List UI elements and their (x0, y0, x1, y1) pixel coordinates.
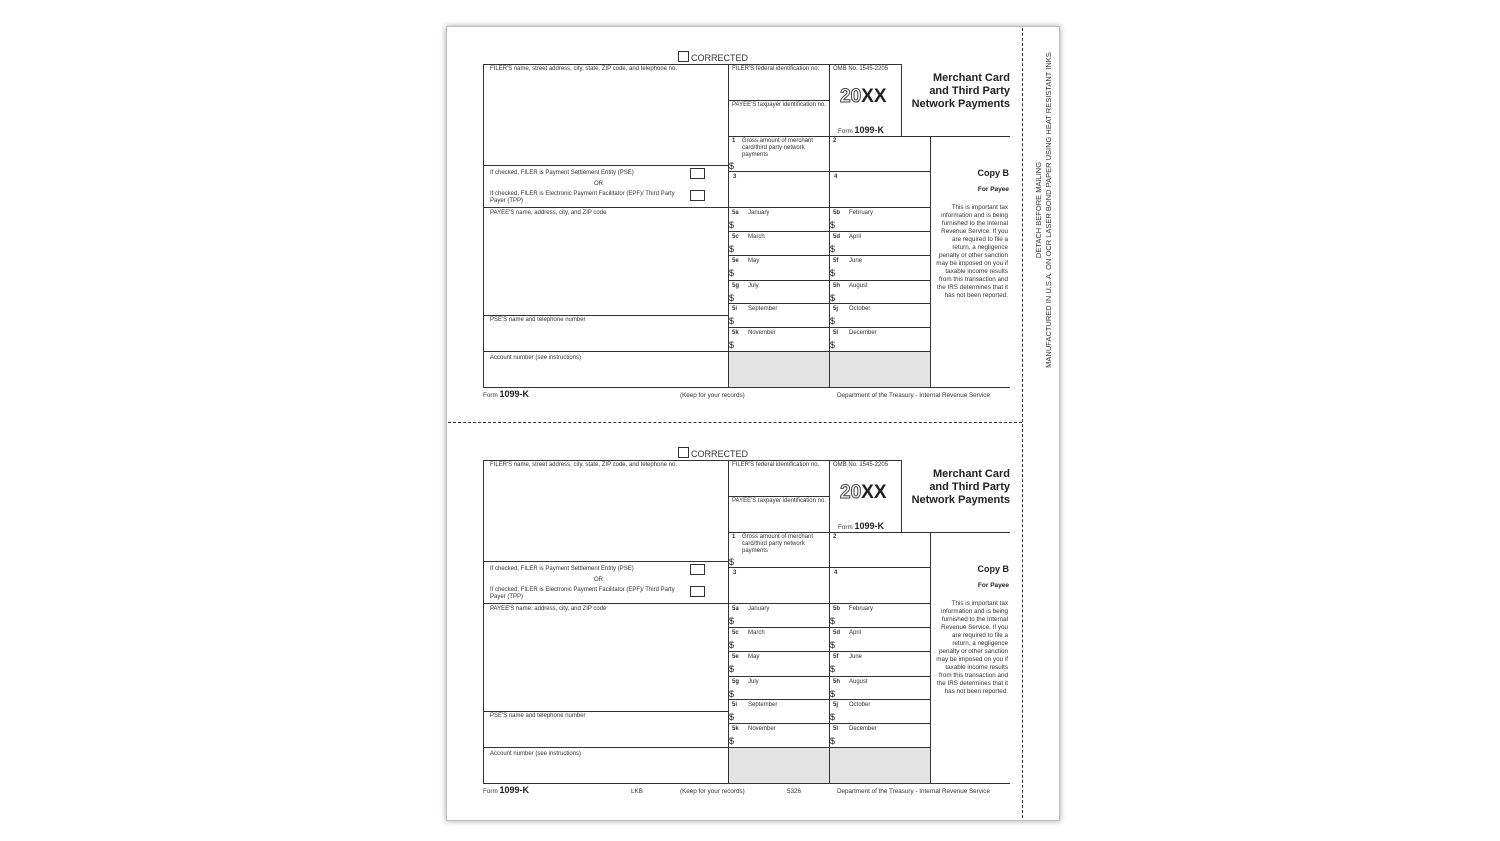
month-num: 5c (732, 630, 739, 636)
form-id-footer (483, 785, 529, 795)
month-num: 5i (732, 702, 738, 708)
month-num: 5g (732, 283, 740, 289)
shaded-cell-right (830, 748, 930, 783)
form-number: 1099-K (854, 521, 884, 531)
notice-text: This is important tax information and is being furnished to the Internal Revenue Service. If you are required to file a return, a negligence penalty or other sanction may be imposed on you if taxable income results from this transaction and the IRS determines that it has not been reported. (936, 600, 1008, 695)
shaded-cell-right (830, 352, 930, 387)
month-dollar: $ (830, 340, 836, 350)
month-name: March (748, 630, 765, 636)
footer-form-word: Form (483, 788, 498, 795)
month-cell-5d[interactable] (830, 232, 930, 255)
form-number: 1099-K (854, 125, 884, 135)
month-cell-5i[interactable] (729, 700, 829, 723)
payee-bottom-line (483, 711, 728, 712)
month-num: 5f (833, 258, 839, 264)
month-cell-5f[interactable] (830, 652, 930, 675)
month-cell-5l[interactable] (830, 328, 930, 351)
frame-bottom-line (483, 783, 1010, 784)
copy-label: Copy B (977, 168, 1009, 178)
month-dollar: $ (830, 220, 836, 230)
title-line-1: Merchant Card (932, 72, 1010, 84)
month-cell-5e[interactable] (729, 652, 829, 675)
month-dollar: $ (729, 664, 735, 674)
month-cell-5h[interactable] (830, 281, 930, 304)
title-line-3: Network Payments (911, 98, 1010, 110)
month-num: 5a (732, 210, 739, 216)
month-num: 5e (732, 258, 739, 264)
shaded-cell-left (729, 352, 829, 387)
box12-bottom-line (728, 567, 930, 568)
box4-num: 4 (834, 174, 838, 180)
corrected-box[interactable] (678, 447, 689, 458)
month-name: May (748, 258, 760, 264)
month-name: August (849, 283, 868, 289)
checkbox-section-bottom-line (483, 207, 728, 208)
pse-bottom-line (483, 747, 728, 748)
month-cell-5k[interactable] (729, 724, 829, 747)
month-cell-5l[interactable] (830, 724, 930, 747)
month-name: December (849, 726, 877, 732)
account-label: Account number (see instructions) (490, 355, 582, 361)
month-dollar: $ (830, 316, 836, 326)
month-name: May (748, 654, 760, 660)
form-word: Form (838, 524, 853, 531)
corrected-label: CORRECTED (691, 53, 749, 63)
month-name: July (748, 679, 759, 685)
month-num: 5j (833, 306, 839, 312)
month-name: February (849, 210, 874, 216)
corrected-checkbox[interactable] (678, 51, 748, 63)
title-line-1: Merchant Card (932, 468, 1010, 480)
pse-check-label: If checked, FILER is Payment Settlement Entity (PSE) (490, 170, 634, 176)
month-dollar: $ (729, 689, 735, 699)
payee-bottom-line (483, 315, 728, 316)
month-num: 5l (833, 726, 839, 732)
tin-bottom-line (728, 136, 1010, 137)
epf-checkbox[interactable] (690, 190, 705, 201)
month-num: 5h (833, 283, 841, 289)
copy-label: Copy B (977, 564, 1009, 574)
month-num: 5l (833, 330, 839, 336)
box2-num: 2 (833, 534, 837, 540)
month-name: August (849, 679, 868, 685)
month-num: 5b (833, 606, 841, 612)
box-grid-right-line (930, 136, 931, 387)
month-num: 5e (732, 654, 739, 660)
box1-label: Gross amount of merchant card/third party network payments (742, 138, 814, 158)
for-payee-label: For Payee (977, 186, 1009, 193)
year-light: 20 (840, 482, 862, 503)
month-name: July (748, 283, 759, 289)
notice-text: This is important tax information and is being furnished to the Internal Revenue Service. If you are required to file a return, a negligence penalty or other sanction may be imposed on you if taxable income results from this transaction and the IRS determines that it has not been reported. (936, 204, 1008, 299)
month-dollar: $ (830, 244, 836, 254)
pse-checkbox[interactable] (690, 564, 705, 575)
month-cell-5a[interactable] (729, 604, 829, 627)
omb-label: OMB No. 1545-2205 (833, 462, 889, 468)
month-dollar: $ (830, 616, 836, 626)
detach-text: DETACH BEFORE MAILING (1034, 161, 1043, 259)
month-name: April (849, 630, 862, 636)
box3-num: 3 (733, 570, 737, 576)
dept-label: Department of the Treasury - Internal Revenue Service (837, 788, 990, 795)
epf-check-label: If checked, FILER is Electronic Payment Facilitator (EPF)/ Third Party Payer (TPP) (490, 191, 675, 204)
month-cell-5h[interactable] (830, 677, 930, 700)
month-cell-5b[interactable] (830, 604, 930, 627)
form-id-top (838, 125, 884, 135)
month-cell-5d[interactable] (830, 628, 930, 651)
month-num: 5a (732, 606, 739, 612)
year-light: 20 (840, 86, 862, 107)
month-name: June (849, 654, 863, 660)
pse-checkbox[interactable] (690, 168, 705, 179)
frame-left-line (483, 64, 484, 387)
box1-label: Gross amount of merchant card/third party network payments (742, 534, 814, 554)
month-dollar: $ (729, 293, 735, 303)
month-dollar: $ (830, 689, 836, 699)
month-cell-5k[interactable] (729, 328, 829, 351)
month-name: April (849, 234, 862, 240)
month-dollar: $ (729, 712, 735, 722)
month-cell-5g[interactable] (729, 281, 829, 304)
payee-tin-label: PAYEE'S taxpayer identification no. (732, 102, 826, 108)
form-id-top (838, 521, 884, 531)
keep-label: (Keep for your records) (680, 788, 745, 795)
month-name: February (849, 606, 874, 612)
filer-name-label: FILER'S name, street address, city, state, ZIP code, and telephone no. (490, 66, 678, 72)
corrected-box[interactable] (678, 51, 689, 62)
month-num: 5c (732, 234, 739, 240)
month-cell-5f[interactable] (830, 256, 930, 279)
month-name: October (849, 306, 871, 312)
month-dollar: $ (729, 616, 735, 626)
month-cell-5c[interactable] (729, 232, 829, 255)
or-label: OR (594, 577, 603, 583)
month-cell-5e[interactable] (729, 256, 829, 279)
month-dollar: $ (830, 712, 836, 722)
month-dollar: $ (729, 640, 735, 650)
frame-bottom-line (483, 387, 1010, 388)
keep-label: (Keep for your records) (680, 392, 745, 399)
corrected-checkbox[interactable] (678, 447, 748, 459)
box4-num: 4 (834, 570, 838, 576)
month-name: March (748, 234, 765, 240)
epf-checkbox[interactable] (690, 586, 705, 597)
box1-num: 1 (732, 138, 736, 144)
box-grid-right-line (930, 532, 931, 783)
tax-year (840, 482, 887, 504)
box3-num: 3 (733, 174, 737, 180)
month-num: 5d (833, 630, 841, 636)
month-name: September (748, 306, 778, 312)
omb-right-line (901, 460, 902, 532)
footer-form-word: Form (483, 392, 498, 399)
month-dollar: $ (830, 736, 836, 746)
box12-bottom-line (728, 171, 930, 172)
corrected-label: CORRECTED (691, 449, 749, 459)
form-copy-bottom (0, 396, 1500, 796)
month-cell-5b[interactable] (830, 208, 930, 231)
fed-id-bottom-line (728, 100, 829, 101)
box1-dollar: $ (729, 557, 735, 567)
month-dollar: $ (830, 268, 836, 278)
month-num: 5k (732, 330, 739, 336)
footer-form-number: 1099-K (499, 389, 529, 399)
month-name: November (748, 726, 776, 732)
box2-num: 2 (833, 138, 837, 144)
month-num: 5d (833, 234, 841, 240)
fed-id-label: FILER'S federal identification no. (732, 462, 820, 468)
month-name: January (748, 210, 770, 216)
month-cell-5j[interactable] (830, 304, 930, 327)
year-bold: XX (861, 86, 887, 107)
shaded-cell-left (729, 748, 829, 783)
filer-bottom-line (483, 165, 728, 166)
pse-bottom-line (483, 351, 728, 352)
title-line-2: and Third Party (929, 85, 1010, 97)
omb-right-line (901, 64, 902, 136)
for-payee-label: For Payee (977, 582, 1009, 589)
box1-dollar: $ (729, 161, 735, 171)
filer-name-label: FILER'S name, street address, city, state, ZIP code, and telephone no. (490, 462, 678, 468)
month-name: September (748, 702, 778, 708)
month-num: 5f (833, 654, 839, 660)
payee-name-label: PAYEE'S name, address, city, and ZIP code (490, 606, 607, 612)
form-word: Form (838, 128, 853, 135)
title-line-3: Network Payments (911, 494, 1010, 506)
box1-num: 1 (732, 534, 736, 540)
payee-tin-label: PAYEE'S taxpayer identification no. (732, 498, 826, 504)
month-num: 5b (833, 210, 841, 216)
month-name: June (849, 258, 863, 264)
epf-check-label: If checked, FILER is Electronic Payment Facilitator (EPF)/ Third Party Payer (TPP) (490, 587, 675, 600)
month-cell-5g[interactable] (729, 677, 829, 700)
or-label: OR (594, 181, 603, 187)
month-num: 5k (732, 726, 739, 732)
month-name: January (748, 606, 770, 612)
lkb-label: LKB (631, 788, 643, 795)
checkbox-section-bottom-line (483, 603, 728, 604)
filer-bottom-line (483, 561, 728, 562)
month-num: 5j (833, 702, 839, 708)
month-name: November (748, 330, 776, 336)
pse-name-label: PSE'S name and telephone number (490, 317, 586, 323)
form-copy-top (0, 0, 1500, 400)
month-num: 5i (732, 306, 738, 312)
month-num: 5g (732, 679, 740, 685)
month-num: 5h (833, 679, 841, 685)
month-dollar: $ (830, 640, 836, 650)
month-cell-5a[interactable] (729, 208, 829, 231)
month-dollar: $ (729, 268, 735, 278)
month-dollar: $ (729, 340, 735, 350)
year-bold: XX (861, 482, 887, 503)
month-dollar: $ (729, 244, 735, 254)
month-cell-5j[interactable] (830, 700, 930, 723)
footer-form-number: 1099-K (499, 785, 529, 795)
tax-year (840, 86, 887, 108)
title-line-2: and Third Party (929, 481, 1010, 493)
pse-check-label: If checked, FILER is Payment Settlement Entity (PSE) (490, 566, 634, 572)
month-dollar: $ (729, 316, 735, 326)
frame-top-line (483, 64, 901, 65)
fed-id-bottom-line (728, 496, 829, 497)
payee-name-label: PAYEE'S name, address, city, and ZIP code (490, 210, 607, 216)
code-label: 5326 (787, 788, 802, 795)
month-name: December (849, 330, 877, 336)
account-label: Account number (see instructions) (490, 751, 582, 757)
fed-id-label: FILER'S federal identification no. (732, 66, 820, 72)
frame-top-line (483, 460, 901, 461)
month-dollar: $ (729, 736, 735, 746)
tin-bottom-line (728, 532, 1010, 533)
month-dollar: $ (830, 293, 836, 303)
pse-name-label: PSE'S name and telephone number (490, 713, 586, 719)
month-name: October (849, 702, 871, 708)
month-cell-5c[interactable] (729, 628, 829, 651)
manufactured-text: MANUFACTURED IN U.S.A. ON OCR LASER BOND PAPER USING HEAT RESISTANT INKS (1044, 52, 1053, 368)
form-title (905, 72, 1010, 111)
frame-left-line (483, 460, 484, 783)
dept-label: Department of the Treasury - Internal Revenue Service (837, 392, 990, 399)
month-dollar: $ (830, 664, 836, 674)
month-dollar: $ (729, 220, 735, 230)
month-cell-5i[interactable] (729, 304, 829, 327)
omb-label: OMB No. 1545-2205 (833, 66, 889, 72)
form-title (905, 468, 1010, 507)
